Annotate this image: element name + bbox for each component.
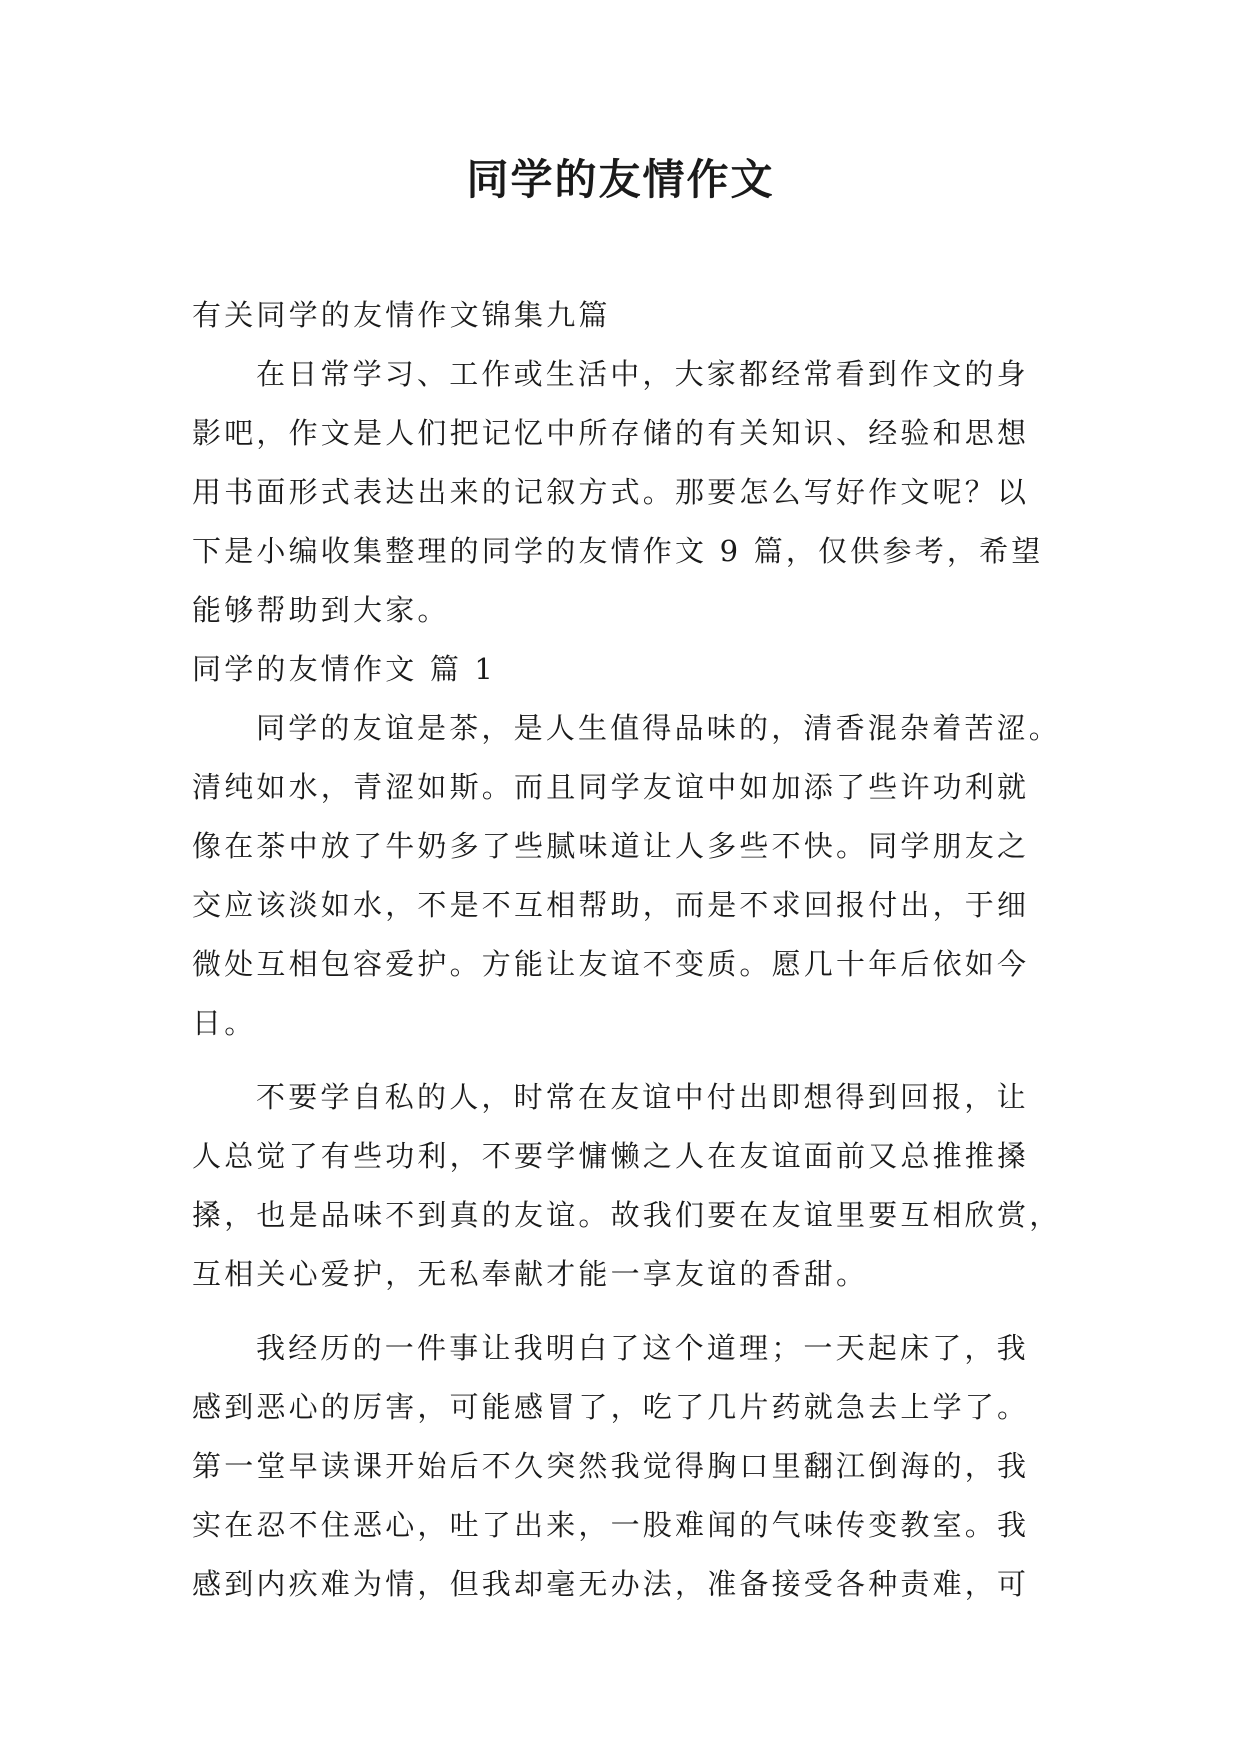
document-title: 同学的友情作文 <box>466 155 775 204</box>
intro-paragraph <box>192 345 1052 640</box>
text-line: 像在茶中放了牛奶多了些腻味道让人多些不快。同学朋友之 <box>192 829 1030 863</box>
text-line: 搡，也是品味不到真的友谊。故我们要在友谊里要互相欣赏， <box>192 1198 1062 1232</box>
document-body <box>192 286 1062 1614</box>
text-line: 我经历的一件事让我明白了这个道理；一天起床了，我 <box>256 1331 1029 1365</box>
body-paragraph-1 <box>192 699 1062 1053</box>
text-line: 日。 <box>192 1006 257 1040</box>
text-line: 影吧，作文是人们把记忆中所存储的有关知识、经验和思想 <box>192 416 1030 450</box>
text-line: 同学的友谊是茶，是人生值得品味的，清香混杂着苦涩。 <box>256 711 1062 745</box>
body-paragraph-3 <box>192 1319 1052 1614</box>
text-line: 感到内疚难为情，但我却毫无办法，准备接受各种责难，可 <box>192 1567 1030 1601</box>
text-line: 感到恶心的厉害，可能感冒了，吃了几片药就急去上学了。 <box>192 1390 1030 1424</box>
text-line: 实在忍不住恶心，吐了出来，一股难闻的气味传变教室。我 <box>192 1508 1030 1542</box>
document-subtitle: 有关同学的友情作文锦集九篇 <box>192 298 611 332</box>
section-heading: 同学的友情作文 篇 1 <box>192 652 497 686</box>
paragraph-spacer <box>192 1304 1052 1319</box>
text-line: 在日常学习、工作或生活中，大家都经常看到作文的身 <box>256 357 1029 391</box>
text-line: 能够帮助到大家。 <box>192 593 450 627</box>
text-line: 交应该淡如水，不是不互相帮助，而是不求回报付出，于细 <box>192 888 1030 922</box>
text-line: 不要学自私的人，时常在友谊中付出即想得到回报，让 <box>256 1080 1029 1114</box>
text-line: 用书面形式表达出来的记叙方式。那要怎么写好作文呢？以 <box>192 475 1030 509</box>
paragraph-spacer <box>192 1053 1052 1068</box>
text-line: 人总觉了有些功利，不要学慵懒之人在友谊面前又总推推搡 <box>192 1139 1030 1173</box>
text-line: 下是小编收集整理的同学的友情作文 9 篇，仅供参考，希望 <box>192 534 1044 568</box>
text-line: 微处互相包容爱护。方能让友谊不变质。愿几十年后依如今 <box>192 947 1030 981</box>
text-line: 互相关心爱护，无私奉献才能一享友谊的香甜。 <box>192 1257 869 1291</box>
body-paragraph-2 <box>192 1068 1062 1304</box>
text-line: 第一堂早读课开始后不久突然我觉得胸口里翻江倒海的，我 <box>192 1449 1030 1483</box>
text-line: 清纯如水，青涩如斯。而且同学友谊中如加添了些许功利就 <box>192 770 1030 804</box>
